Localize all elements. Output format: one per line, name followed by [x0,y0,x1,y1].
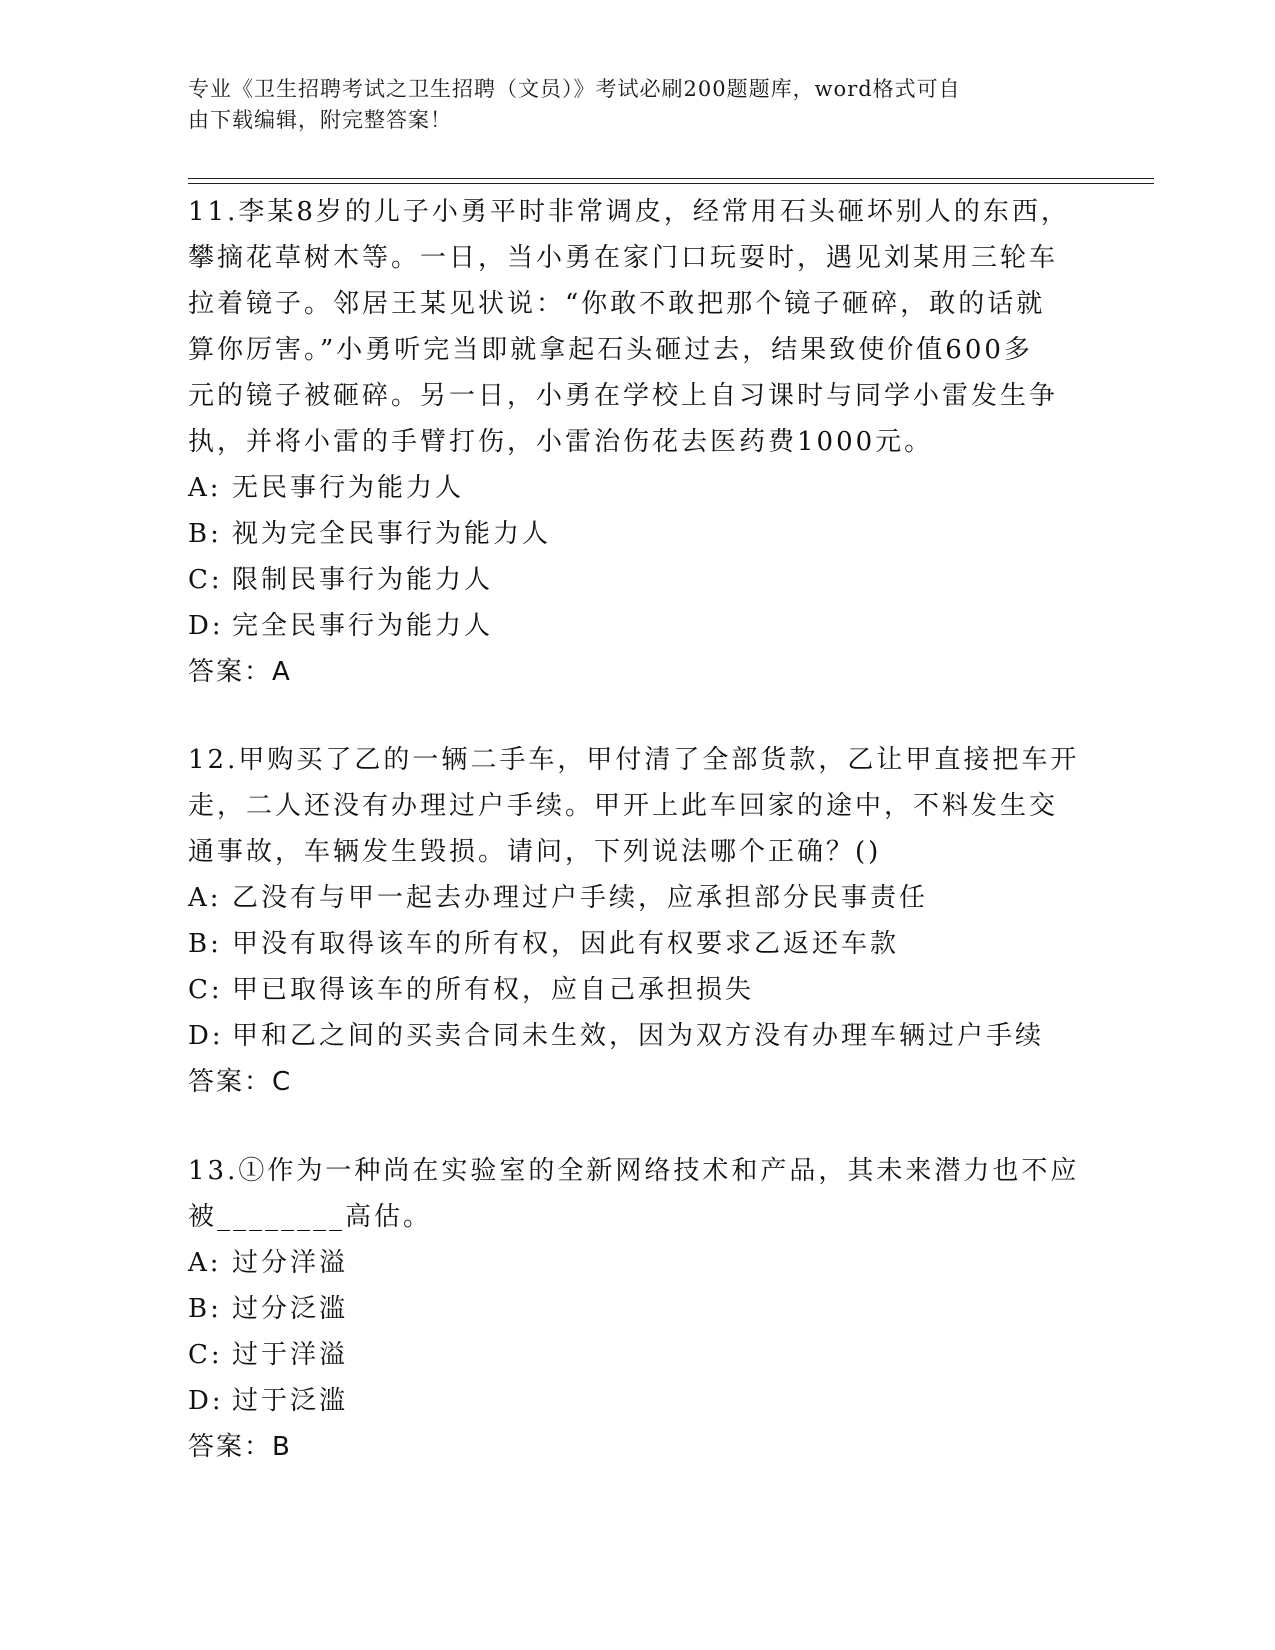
header-line-2: 由下载编辑，附完整答案！ [188,108,452,132]
question-text-line: 12.甲购买了乙的一辆二手车，甲付清了全部货款，乙让甲直接把车开 [188,745,1080,775]
option-key: A: [188,883,222,913]
answer-line: 答案：B [188,1432,292,1462]
option-key: A: [188,1248,222,1278]
option-c [188,967,1068,1013]
option-a [188,465,1068,511]
option-c [188,557,1068,603]
question-text-line: 被________高估。 [188,1202,433,1232]
option-d [188,1013,1068,1059]
question-text-line: 元的镜子被砸碎。另一日，小勇在学校上自习课时与同学小雷发生争 [188,381,1059,411]
option-key: B: [188,519,222,549]
option-text: 甲和乙之间的买卖合同未生效，因为双方没有办理车辆过户手续 [232,1021,1045,1051]
option-key: B: [188,929,222,959]
option-text: 过于洋溢 [232,1340,349,1370]
option-d [188,603,1068,649]
header-divider-bottom [188,183,1154,184]
question-text-line: 算你厉害。”小勇听完当即就拿起石头砸过去，结果致使价值600多 [188,335,1033,365]
option-key: D: [188,1386,224,1416]
question-text-line: 拉着镜子。邻居王某见状说：“你敢不敢把那个镜子砸碎，敢的话就 [188,289,1046,319]
question-12 [188,737,1080,1105]
option-key: D: [188,611,224,641]
option-text: 乙没有与甲一起去办理过户手续，应承担部分民事责任 [232,883,929,913]
header-line-1: 专业《卫生招聘考试之卫生招聘（文员）》考试必刷200题题库，word格式可自 [188,77,961,101]
option-text: 完全民事行为能力人 [232,611,494,641]
option-text: 无民事行为能力人 [232,473,465,503]
answer-line: 答案：A [188,657,292,687]
option-text: 过于泛滥 [232,1386,349,1416]
option-text: 过分泛滥 [232,1294,349,1324]
question-text-line: 11.李某8岁的儿子小勇平时非常调皮，经常用石头砸坏别人的东西， [188,197,1070,227]
option-key: C: [188,565,223,595]
option-a [188,875,1068,921]
question-text-line: 执，并将小雷的手臂打伤，小雷治伤花去医药费1000元。 [188,427,934,457]
option-text: 限制民事行为能力人 [232,565,494,595]
option-a [188,1240,1068,1286]
option-d [188,1378,1068,1424]
option-key: A: [188,473,222,503]
option-key: C: [188,975,223,1005]
option-key: D: [188,1021,224,1051]
option-text: 甲已取得该车的所有权，应自己承担损失 [232,975,755,1005]
option-text: 过分洋溢 [232,1248,349,1278]
question-text-line: 13.①作为一种尚在实验室的全新网络技术和产品，其未来潜力也不应 [188,1156,1080,1186]
question-text-line: 通事故，车辆发生毁损。请问，下列说法哪个正确？() [188,837,882,867]
question-11 [188,189,1068,695]
option-b [188,511,1068,557]
option-c [188,1332,1068,1378]
option-b [188,921,1068,967]
answer-line: 答案：C [188,1067,293,1097]
option-b [188,1286,1068,1332]
question-13 [188,1148,1080,1470]
option-key: B: [188,1294,222,1324]
document-header [188,74,1068,136]
header-divider-top [188,178,1154,179]
option-key: C: [188,1340,223,1370]
question-text-line: 走，二人还没有办理过户手续。甲开上此车回家的途中，不料发生交 [188,791,1059,821]
option-text: 视为完全民事行为能力人 [232,519,552,549]
question-text-line: 攀摘花草树木等。一日，当小勇在家门口玩耍时，遇见刘某用三轮车 [188,243,1059,273]
option-text: 甲没有取得该车的所有权，因此有权要求乙返还车款 [232,929,900,959]
